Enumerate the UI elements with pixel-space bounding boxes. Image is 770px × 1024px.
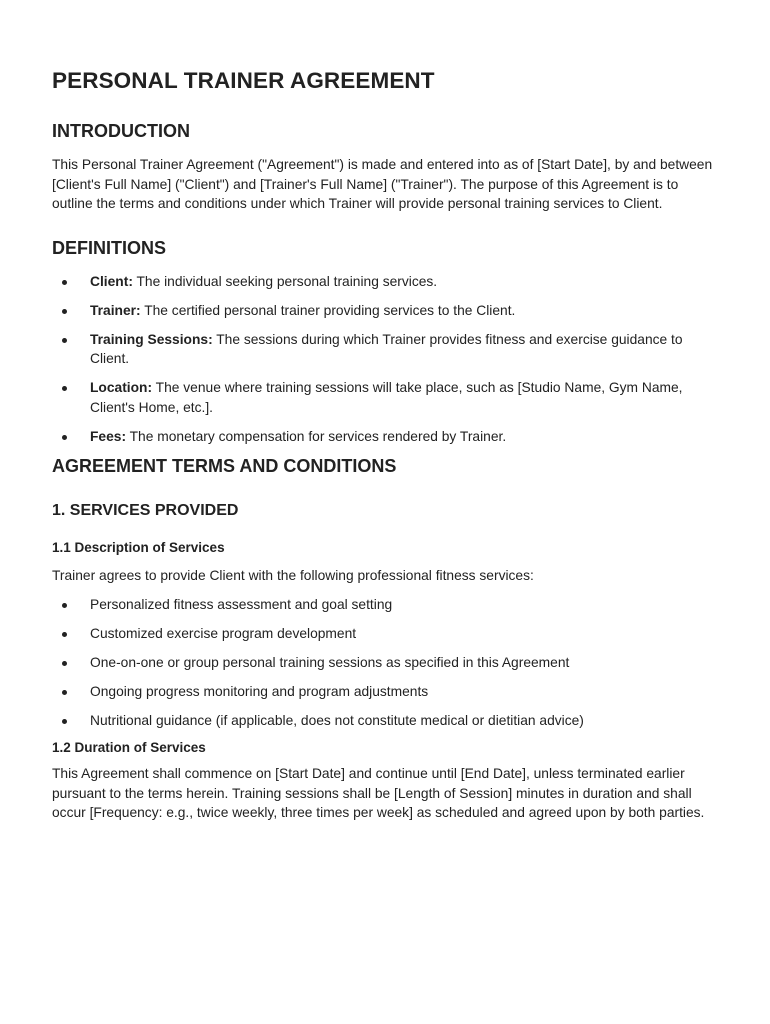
definition-text: The certified personal trainer providing services to the Client. bbox=[140, 302, 516, 318]
bullet-icon bbox=[62, 435, 67, 440]
terms-heading: AGREEMENT TERMS AND CONDITIONS bbox=[52, 455, 397, 476]
introduction-paragraph: This Personal Trainer Agreement ("Agreement") is made and entered into as of [Start Date], by and between [Client's Full Name] ("Client") and [Trainer's Full Name] ("Trainer"). The purpose of this Agreement is to outline the terms and conditions under which Trainer will provide personal training services to Client. bbox=[52, 157, 713, 211]
bullet-icon bbox=[62, 338, 67, 343]
service-item-text: Ongoing progress monitoring and program adjustments bbox=[90, 684, 429, 699]
bullet-icon bbox=[62, 309, 67, 314]
bullet-icon bbox=[62, 603, 67, 608]
definition-item-fees bbox=[52, 427, 718, 447]
service-item bbox=[52, 595, 718, 615]
definition-term: Fees: bbox=[90, 428, 127, 444]
definition-text: The sessions during which Trainer provides fitness and exercise guidance to Client. bbox=[90, 331, 683, 366]
service-item-text: Customized exercise program development bbox=[90, 626, 357, 641]
bullet-icon bbox=[62, 280, 67, 285]
definition-item-location bbox=[52, 378, 718, 417]
bullet-icon bbox=[62, 386, 67, 391]
bullet-icon bbox=[62, 719, 67, 724]
document-title: PERSONAL TRAINER AGREEMENT bbox=[52, 68, 435, 93]
service-item bbox=[52, 653, 718, 673]
bullet-icon bbox=[62, 632, 67, 637]
definition-text: The monetary compensation for services rendered by Trainer. bbox=[126, 428, 507, 444]
definition-text: The venue where training sessions will take place, such as [Studio Name, Gym Name, Client's Home, etc.]. bbox=[90, 380, 683, 415]
description-intro: Trainer agrees to provide Client with the following professional fitness services: bbox=[52, 567, 534, 583]
service-item-text: One-on-one or group personal training sessions as specified in this Agreement bbox=[90, 655, 570, 670]
definition-item-trainer bbox=[52, 301, 718, 321]
definition-term: Trainer: bbox=[90, 302, 141, 318]
duration-paragraph: This Agreement shall commence on [Start Date] and continue until [End Date], unless terminated earlier pursuant to the terms herein. Training sessions shall be [Length of Session] minutes in duration and shall occur [Frequency: e.g., twice weekly, three times per week] as scheduled and agreed upon by both parties. bbox=[52, 766, 705, 820]
definition-term: Training Sessions: bbox=[90, 331, 213, 347]
duration-heading: 1.2 Duration of Services bbox=[52, 740, 206, 755]
description-heading: 1.1 Description of Services bbox=[52, 539, 225, 555]
definition-item-training-sessions bbox=[52, 330, 718, 369]
bullet-icon bbox=[62, 690, 67, 695]
service-item bbox=[52, 624, 718, 644]
definition-item-client bbox=[52, 272, 718, 292]
service-item-text: Personalized fitness assessment and goal setting bbox=[90, 597, 393, 612]
definitions-heading: DEFINITIONS bbox=[52, 237, 167, 258]
introduction-heading: INTRODUCTION bbox=[52, 121, 190, 141]
bullet-icon bbox=[62, 661, 67, 666]
service-item bbox=[52, 711, 718, 731]
definition-term: Location: bbox=[90, 380, 153, 395]
definition-text: The individual seeking personal training services. bbox=[132, 273, 438, 289]
service-item bbox=[52, 682, 718, 702]
services-heading: 1. SERVICES PROVIDED bbox=[52, 501, 239, 519]
definition-term: Client: bbox=[90, 273, 133, 289]
services-list bbox=[52, 595, 718, 731]
definitions-list bbox=[52, 272, 718, 447]
service-item-text: Nutritional guidance (if applicable, does not constitute medical or dietitian advice) bbox=[90, 713, 584, 728]
